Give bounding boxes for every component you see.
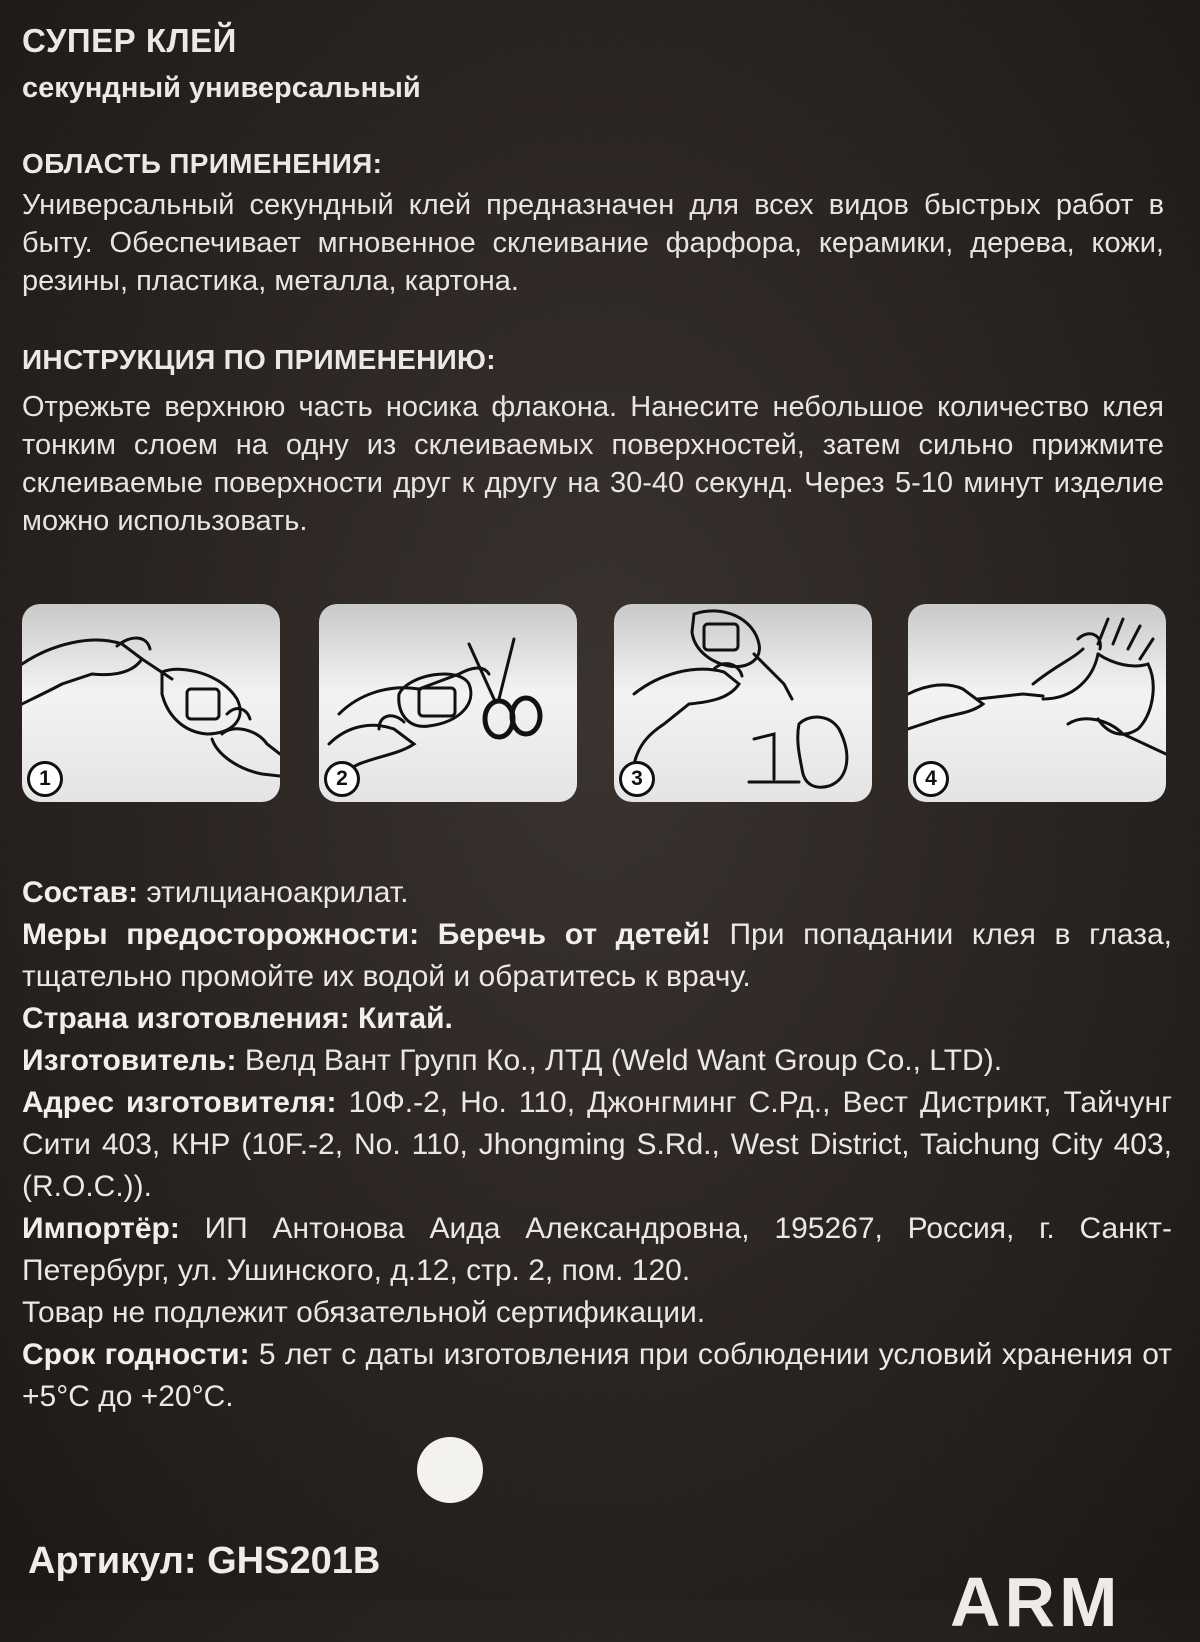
step-number-4: 4 [913,761,949,797]
precautions-value: При попадании клея в глаза, тщательно промойте их водой и обратитесь к врачу. [22,918,1172,993]
precautions-line [22,914,1172,998]
product-info [22,872,1172,1418]
composition-value: этилцианоакрилат. [138,876,409,909]
manufacturer-label: Изготовитель: [22,1044,237,1077]
step-number-3: 3 [619,761,655,797]
step-number-1: 1 [27,761,63,797]
country-line [22,998,1172,1040]
product-title: СУПЕР КЛЕЙ [22,22,237,59]
application-text: Универсальный секундный клей предназначен для всех видов быстрых работ в быту. Обеспечивает мгновенное склеивание фарфора, керамики, дерева, кожи, резины, пластика, металла, картона. [22,189,1164,297]
composition-label: Состав: [22,876,139,909]
precautions-label: Меры предосторожности: Беречь от детей! [22,918,711,951]
importer-value: ИП Антонова Аида Александровна, 195267, Россия, г. Санкт-Петербург, ул. Ушинского, д.12, стр. 2, пом. 120. [22,1212,1172,1287]
address-line [22,1082,1172,1208]
country-label: Страна изготовления: Китай. [22,1002,453,1035]
address-label: Адрес изготовителя: [22,1086,337,1119]
manufacturer-line [22,1040,1172,1082]
article-number: Артикул: GHS201B [28,1540,381,1582]
manufacturer-value: Велд Вант Групп Ко., ЛТД (Weld Want Group Co., LTD). [236,1044,1003,1077]
certification-line: Товар не подлежит обязательной сертификации. [22,1296,706,1329]
importer-line [22,1208,1172,1292]
shelf-life-value: 5 лет с даты изготовления при соблюдении условий хранения от +5°С до +20°С. [22,1338,1172,1413]
step-panel-1 [22,604,280,802]
step-panel-2 [319,604,577,802]
step-number-2: 2 [324,761,360,797]
shelf-life-line [22,1334,1172,1418]
instructions-text: Отрежьте верхнюю часть носика флакона. Нанесите небольшое количество клея тонким слоем на одну из склеиваемых поверхностей, затем сильно прижмите склеиваемые поверхности друг к другу на 30-40 секунд. Через 5-10 минут изделие можно использовать. [22,391,1164,537]
address-value: 10Ф.-2, Но. 110, Джонгминг С.Рд., Вест Дистрикт, Тайчунг Сити 403, КНР (10F.-2, No. 110, Jhongming S.Rd., West District, Taichung City 403, (R.O.C.)). [22,1086,1173,1203]
hang-hole [417,1437,483,1503]
step-panel-3 [614,604,872,802]
product-subtitle: секундный универсальный [22,72,421,104]
step-panel-4 [908,604,1166,802]
instructions-heading: ИНСТРУКЦИЯ ПО ПРИМЕНЕНИЮ: [22,344,496,375]
shelf-life-label: Срок годности: [22,1338,250,1371]
composition-line [22,872,1172,914]
importer-label: Импортёр: [22,1212,180,1245]
brand-logo-fragment: ARM [950,1563,1122,1641]
application-heading: ОБЛАСТЬ ПРИМЕНЕНИЯ: [22,148,383,179]
